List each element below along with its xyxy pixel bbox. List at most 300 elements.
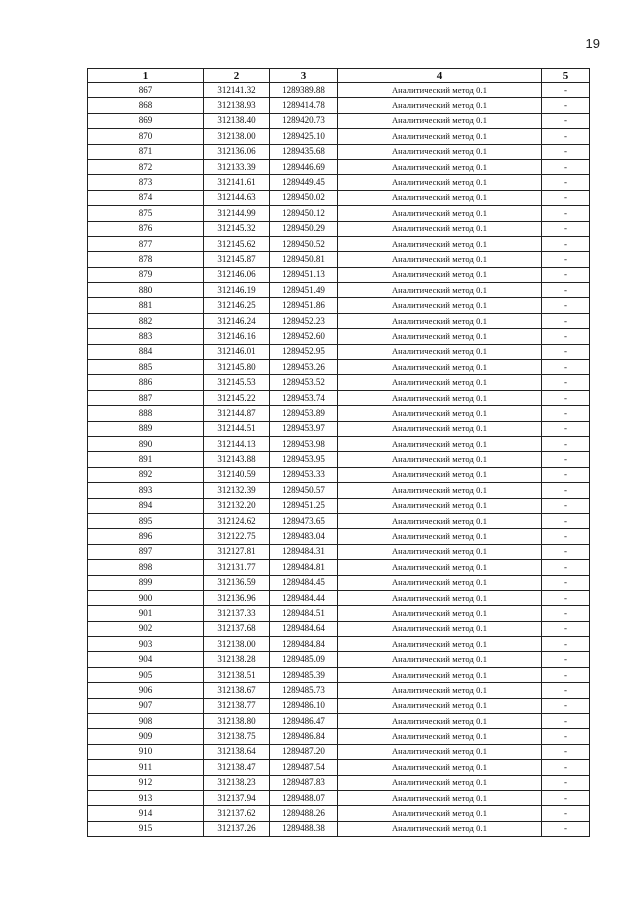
x-coordinate-cell: 312138.93	[204, 98, 270, 113]
note-cell: -	[542, 590, 590, 605]
point-number-cell: 896	[88, 529, 204, 544]
point-number-cell: 880	[88, 283, 204, 298]
y-coordinate-cell: 1289446.69	[270, 159, 338, 174]
x-coordinate-cell: 312137.26	[204, 821, 270, 836]
table-row	[88, 821, 590, 836]
table-row	[88, 252, 590, 267]
point-number-cell: 904	[88, 652, 204, 667]
note-cell: -	[542, 129, 590, 144]
table-row	[88, 283, 590, 298]
note-cell: -	[542, 513, 590, 528]
x-coordinate-cell: 312144.63	[204, 190, 270, 205]
note-cell: -	[542, 683, 590, 698]
table-row	[88, 760, 590, 775]
method-cell: Аналитический метод 0.1	[338, 806, 542, 821]
method-cell: Аналитический метод 0.1	[338, 683, 542, 698]
method-cell: Аналитический метод 0.1	[338, 221, 542, 236]
method-cell: Аналитический метод 0.1	[338, 637, 542, 652]
point-number-cell: 905	[88, 667, 204, 682]
table-row	[88, 390, 590, 405]
table-row	[88, 83, 590, 98]
table-row	[88, 313, 590, 328]
method-cell: Аналитический метод 0.1	[338, 544, 542, 559]
point-number-cell: 908	[88, 714, 204, 729]
note-cell: -	[542, 652, 590, 667]
method-cell: Аналитический метод 0.1	[338, 313, 542, 328]
note-cell: -	[542, 760, 590, 775]
y-coordinate-cell: 1289453.98	[270, 436, 338, 451]
x-coordinate-cell: 312137.68	[204, 621, 270, 636]
method-cell: Аналитический метод 0.1	[338, 129, 542, 144]
point-number-cell: 894	[88, 498, 204, 513]
y-coordinate-cell: 1289453.89	[270, 406, 338, 421]
note-cell: -	[542, 529, 590, 544]
table-row	[88, 483, 590, 498]
table-row	[88, 575, 590, 590]
page-number: 19	[585, 36, 600, 51]
point-number-cell: 870	[88, 129, 204, 144]
method-cell: Аналитический метод 0.1	[338, 206, 542, 221]
y-coordinate-cell: 1289473.65	[270, 513, 338, 528]
x-coordinate-cell: 312145.32	[204, 221, 270, 236]
point-number-cell: 907	[88, 698, 204, 713]
method-cell: Аналитический метод 0.1	[338, 760, 542, 775]
method-cell: Аналитический метод 0.1	[338, 83, 542, 98]
method-cell: Аналитический метод 0.1	[338, 590, 542, 605]
y-coordinate-cell: 1289488.26	[270, 806, 338, 821]
method-cell: Аналитический метод 0.1	[338, 452, 542, 467]
table-row	[88, 144, 590, 159]
note-cell: -	[542, 267, 590, 282]
y-coordinate-cell: 1289449.45	[270, 175, 338, 190]
x-coordinate-cell: 312124.62	[204, 513, 270, 528]
y-coordinate-cell: 1289484.45	[270, 575, 338, 590]
method-cell: Аналитический метод 0.1	[338, 744, 542, 759]
x-coordinate-cell: 312136.59	[204, 575, 270, 590]
table-row	[88, 159, 590, 174]
table-row	[88, 236, 590, 251]
y-coordinate-cell: 1289389.88	[270, 83, 338, 98]
x-coordinate-cell: 312138.80	[204, 714, 270, 729]
x-coordinate-cell: 312141.32	[204, 83, 270, 98]
x-coordinate-cell: 312137.94	[204, 790, 270, 805]
table-row	[88, 775, 590, 790]
method-cell: Аналитический метод 0.1	[338, 375, 542, 390]
y-coordinate-cell: 1289450.81	[270, 252, 338, 267]
table-row	[88, 436, 590, 451]
table-row	[88, 375, 590, 390]
note-cell: -	[542, 175, 590, 190]
method-cell: Аналитический метод 0.1	[338, 498, 542, 513]
table-body	[88, 83, 590, 837]
x-coordinate-cell: 312138.00	[204, 129, 270, 144]
column-header: 5	[542, 69, 590, 83]
table-row	[88, 606, 590, 621]
method-cell: Аналитический метод 0.1	[338, 360, 542, 375]
coordinates-table	[87, 68, 590, 837]
method-cell: Аналитический метод 0.1	[338, 329, 542, 344]
table-row	[88, 406, 590, 421]
y-coordinate-cell: 1289452.95	[270, 344, 338, 359]
y-coordinate-cell: 1289451.25	[270, 498, 338, 513]
y-coordinate-cell: 1289486.84	[270, 729, 338, 744]
x-coordinate-cell: 312146.01	[204, 344, 270, 359]
note-cell: -	[542, 575, 590, 590]
column-header: 2	[204, 69, 270, 83]
y-coordinate-cell: 1289453.33	[270, 467, 338, 482]
note-cell: -	[542, 344, 590, 359]
method-cell: Аналитический метод 0.1	[338, 775, 542, 790]
table-row	[88, 698, 590, 713]
note-cell: -	[542, 98, 590, 113]
point-number-cell: 913	[88, 790, 204, 805]
point-number-cell: 889	[88, 421, 204, 436]
x-coordinate-cell: 312127.81	[204, 544, 270, 559]
y-coordinate-cell: 1289450.57	[270, 483, 338, 498]
y-coordinate-cell: 1289488.07	[270, 790, 338, 805]
table-row	[88, 267, 590, 282]
note-cell: -	[542, 283, 590, 298]
table-row	[88, 498, 590, 513]
method-cell: Аналитический метод 0.1	[338, 698, 542, 713]
y-coordinate-cell: 1289420.73	[270, 113, 338, 128]
y-coordinate-cell: 1289453.26	[270, 360, 338, 375]
note-cell: -	[542, 821, 590, 836]
column-header: 4	[338, 69, 542, 83]
table-row	[88, 344, 590, 359]
note-cell: -	[542, 406, 590, 421]
y-coordinate-cell: 1289452.23	[270, 313, 338, 328]
point-number-cell: 868	[88, 98, 204, 113]
table-row	[88, 806, 590, 821]
y-coordinate-cell: 1289486.47	[270, 714, 338, 729]
point-number-cell: 895	[88, 513, 204, 528]
x-coordinate-cell: 312141.61	[204, 175, 270, 190]
x-coordinate-cell: 312144.13	[204, 436, 270, 451]
y-coordinate-cell: 1289452.60	[270, 329, 338, 344]
point-number-cell: 885	[88, 360, 204, 375]
note-cell: -	[542, 729, 590, 744]
point-number-cell: 881	[88, 298, 204, 313]
x-coordinate-cell: 312145.22	[204, 390, 270, 405]
table-row	[88, 175, 590, 190]
x-coordinate-cell: 312145.53	[204, 375, 270, 390]
y-coordinate-cell: 1289425.10	[270, 129, 338, 144]
method-cell: Аналитический метод 0.1	[338, 113, 542, 128]
method-cell: Аналитический метод 0.1	[338, 821, 542, 836]
point-number-cell: 901	[88, 606, 204, 621]
method-cell: Аналитический метод 0.1	[338, 421, 542, 436]
y-coordinate-cell: 1289484.81	[270, 560, 338, 575]
note-cell: -	[542, 452, 590, 467]
method-cell: Аналитический метод 0.1	[338, 483, 542, 498]
x-coordinate-cell: 312144.99	[204, 206, 270, 221]
note-cell: -	[542, 221, 590, 236]
note-cell: -	[542, 714, 590, 729]
note-cell: -	[542, 775, 590, 790]
method-cell: Аналитический метод 0.1	[338, 390, 542, 405]
method-cell: Аналитический метод 0.1	[338, 790, 542, 805]
x-coordinate-cell: 312138.40	[204, 113, 270, 128]
column-header: 3	[270, 69, 338, 83]
y-coordinate-cell: 1289484.84	[270, 637, 338, 652]
y-coordinate-cell: 1289487.83	[270, 775, 338, 790]
note-cell: -	[542, 190, 590, 205]
point-number-cell: 884	[88, 344, 204, 359]
point-number-cell: 898	[88, 560, 204, 575]
note-cell: -	[542, 144, 590, 159]
point-number-cell: 910	[88, 744, 204, 759]
point-number-cell: 909	[88, 729, 204, 744]
x-coordinate-cell: 312132.20	[204, 498, 270, 513]
y-coordinate-cell: 1289450.29	[270, 221, 338, 236]
x-coordinate-cell: 312145.80	[204, 360, 270, 375]
note-cell: -	[542, 467, 590, 482]
x-coordinate-cell: 312145.87	[204, 252, 270, 267]
x-coordinate-cell: 312138.47	[204, 760, 270, 775]
point-number-cell: 878	[88, 252, 204, 267]
note-cell: -	[542, 544, 590, 559]
method-cell: Аналитический метод 0.1	[338, 714, 542, 729]
y-coordinate-cell: 1289485.09	[270, 652, 338, 667]
point-number-cell: 892	[88, 467, 204, 482]
point-number-cell: 874	[88, 190, 204, 205]
y-coordinate-cell: 1289487.20	[270, 744, 338, 759]
point-number-cell: 869	[88, 113, 204, 128]
note-cell: -	[542, 421, 590, 436]
method-cell: Аналитический метод 0.1	[338, 467, 542, 482]
method-cell: Аналитический метод 0.1	[338, 529, 542, 544]
point-number-cell: 914	[88, 806, 204, 821]
note-cell: -	[542, 375, 590, 390]
note-cell: -	[542, 313, 590, 328]
y-coordinate-cell: 1289453.74	[270, 390, 338, 405]
x-coordinate-cell: 312146.06	[204, 267, 270, 282]
table-header	[88, 69, 590, 83]
x-coordinate-cell: 312145.62	[204, 236, 270, 251]
table-row	[88, 729, 590, 744]
y-coordinate-cell: 1289414.78	[270, 98, 338, 113]
y-coordinate-cell: 1289451.13	[270, 267, 338, 282]
x-coordinate-cell: 312138.23	[204, 775, 270, 790]
table-row	[88, 329, 590, 344]
note-cell: -	[542, 637, 590, 652]
note-cell: -	[542, 390, 590, 405]
table-row	[88, 637, 590, 652]
method-cell: Аналитический метод 0.1	[338, 344, 542, 359]
point-number-cell: 903	[88, 637, 204, 652]
note-cell: -	[542, 698, 590, 713]
x-coordinate-cell: 312137.62	[204, 806, 270, 821]
method-cell: Аналитический метод 0.1	[338, 283, 542, 298]
table-row	[88, 467, 590, 482]
note-cell: -	[542, 83, 590, 98]
note-cell: -	[542, 329, 590, 344]
method-cell: Аналитический метод 0.1	[338, 436, 542, 451]
y-coordinate-cell: 1289450.02	[270, 190, 338, 205]
note-cell: -	[542, 236, 590, 251]
table-row	[88, 113, 590, 128]
y-coordinate-cell: 1289450.52	[270, 236, 338, 251]
method-cell: Аналитический метод 0.1	[338, 236, 542, 251]
note-cell: -	[542, 360, 590, 375]
point-number-cell: 900	[88, 590, 204, 605]
method-cell: Аналитический метод 0.1	[338, 298, 542, 313]
table-row	[88, 744, 590, 759]
note-cell: -	[542, 498, 590, 513]
y-coordinate-cell: 1289453.95	[270, 452, 338, 467]
method-cell: Аналитический метод 0.1	[338, 190, 542, 205]
note-cell: -	[542, 606, 590, 621]
x-coordinate-cell: 312140.59	[204, 467, 270, 482]
header-row	[88, 69, 590, 83]
point-number-cell: 886	[88, 375, 204, 390]
x-coordinate-cell: 312138.28	[204, 652, 270, 667]
note-cell: -	[542, 560, 590, 575]
note-cell: -	[542, 744, 590, 759]
method-cell: Аналитический метод 0.1	[338, 606, 542, 621]
y-coordinate-cell: 1289486.10	[270, 698, 338, 713]
note-cell: -	[542, 483, 590, 498]
table-row	[88, 683, 590, 698]
x-coordinate-cell: 312136.06	[204, 144, 270, 159]
y-coordinate-cell: 1289435.68	[270, 144, 338, 159]
y-coordinate-cell: 1289488.38	[270, 821, 338, 836]
table-row	[88, 98, 590, 113]
y-coordinate-cell: 1289483.04	[270, 529, 338, 544]
table-row	[88, 129, 590, 144]
point-number-cell: 877	[88, 236, 204, 251]
method-cell: Аналитический метод 0.1	[338, 667, 542, 682]
note-cell: -	[542, 790, 590, 805]
point-number-cell: 912	[88, 775, 204, 790]
x-coordinate-cell: 312122.75	[204, 529, 270, 544]
note-cell: -	[542, 436, 590, 451]
table-row	[88, 590, 590, 605]
point-number-cell: 906	[88, 683, 204, 698]
point-number-cell: 893	[88, 483, 204, 498]
method-cell: Аналитический метод 0.1	[338, 729, 542, 744]
x-coordinate-cell: 312137.33	[204, 606, 270, 621]
y-coordinate-cell: 1289485.39	[270, 667, 338, 682]
x-coordinate-cell: 312138.64	[204, 744, 270, 759]
x-coordinate-cell: 312131.77	[204, 560, 270, 575]
table-row	[88, 421, 590, 436]
table-row	[88, 714, 590, 729]
column-header: 1	[88, 69, 204, 83]
table-row	[88, 190, 590, 205]
point-number-cell: 882	[88, 313, 204, 328]
method-cell: Аналитический метод 0.1	[338, 252, 542, 267]
point-number-cell: 888	[88, 406, 204, 421]
x-coordinate-cell: 312138.75	[204, 729, 270, 744]
note-cell: -	[542, 159, 590, 174]
point-number-cell: 883	[88, 329, 204, 344]
method-cell: Аналитический метод 0.1	[338, 575, 542, 590]
point-number-cell: 867	[88, 83, 204, 98]
point-number-cell: 876	[88, 221, 204, 236]
y-coordinate-cell: 1289484.31	[270, 544, 338, 559]
method-cell: Аналитический метод 0.1	[338, 621, 542, 636]
x-coordinate-cell: 312138.51	[204, 667, 270, 682]
method-cell: Аналитический метод 0.1	[338, 267, 542, 282]
point-number-cell: 887	[88, 390, 204, 405]
method-cell: Аналитический метод 0.1	[338, 159, 542, 174]
x-coordinate-cell: 312144.87	[204, 406, 270, 421]
note-cell: -	[542, 113, 590, 128]
y-coordinate-cell: 1289487.54	[270, 760, 338, 775]
table-row	[88, 652, 590, 667]
x-coordinate-cell: 312132.39	[204, 483, 270, 498]
table-row	[88, 667, 590, 682]
note-cell: -	[542, 252, 590, 267]
table-row	[88, 544, 590, 559]
point-number-cell: 871	[88, 144, 204, 159]
table-row	[88, 560, 590, 575]
point-number-cell: 911	[88, 760, 204, 775]
x-coordinate-cell: 312138.77	[204, 698, 270, 713]
method-cell: Аналитический метод 0.1	[338, 652, 542, 667]
note-cell: -	[542, 621, 590, 636]
x-coordinate-cell: 312146.25	[204, 298, 270, 313]
y-coordinate-cell: 1289453.97	[270, 421, 338, 436]
point-number-cell: 890	[88, 436, 204, 451]
method-cell: Аналитический метод 0.1	[338, 144, 542, 159]
x-coordinate-cell: 312136.96	[204, 590, 270, 605]
point-number-cell: 875	[88, 206, 204, 221]
x-coordinate-cell: 312133.39	[204, 159, 270, 174]
point-number-cell: 873	[88, 175, 204, 190]
point-number-cell: 899	[88, 575, 204, 590]
y-coordinate-cell: 1289451.86	[270, 298, 338, 313]
x-coordinate-cell: 312138.67	[204, 683, 270, 698]
point-number-cell: 872	[88, 159, 204, 174]
table-row	[88, 298, 590, 313]
x-coordinate-cell: 312146.24	[204, 313, 270, 328]
table-row	[88, 621, 590, 636]
table-row	[88, 513, 590, 528]
x-coordinate-cell: 312143.88	[204, 452, 270, 467]
y-coordinate-cell: 1289485.73	[270, 683, 338, 698]
table-row	[88, 360, 590, 375]
point-number-cell: 902	[88, 621, 204, 636]
x-coordinate-cell: 312146.19	[204, 283, 270, 298]
y-coordinate-cell: 1289484.44	[270, 590, 338, 605]
note-cell: -	[542, 667, 590, 682]
method-cell: Аналитический метод 0.1	[338, 560, 542, 575]
y-coordinate-cell: 1289450.12	[270, 206, 338, 221]
x-coordinate-cell: 312146.16	[204, 329, 270, 344]
table-row	[88, 452, 590, 467]
y-coordinate-cell: 1289451.49	[270, 283, 338, 298]
y-coordinate-cell: 1289453.52	[270, 375, 338, 390]
point-number-cell: 891	[88, 452, 204, 467]
table-row	[88, 790, 590, 805]
table-row	[88, 529, 590, 544]
method-cell: Аналитический метод 0.1	[338, 406, 542, 421]
note-cell: -	[542, 298, 590, 313]
table-row	[88, 206, 590, 221]
point-number-cell: 897	[88, 544, 204, 559]
method-cell: Аналитический метод 0.1	[338, 513, 542, 528]
y-coordinate-cell: 1289484.51	[270, 606, 338, 621]
method-cell: Аналитический метод 0.1	[338, 98, 542, 113]
note-cell: -	[542, 206, 590, 221]
note-cell: -	[542, 806, 590, 821]
x-coordinate-cell: 312144.51	[204, 421, 270, 436]
point-number-cell: 915	[88, 821, 204, 836]
point-number-cell: 879	[88, 267, 204, 282]
